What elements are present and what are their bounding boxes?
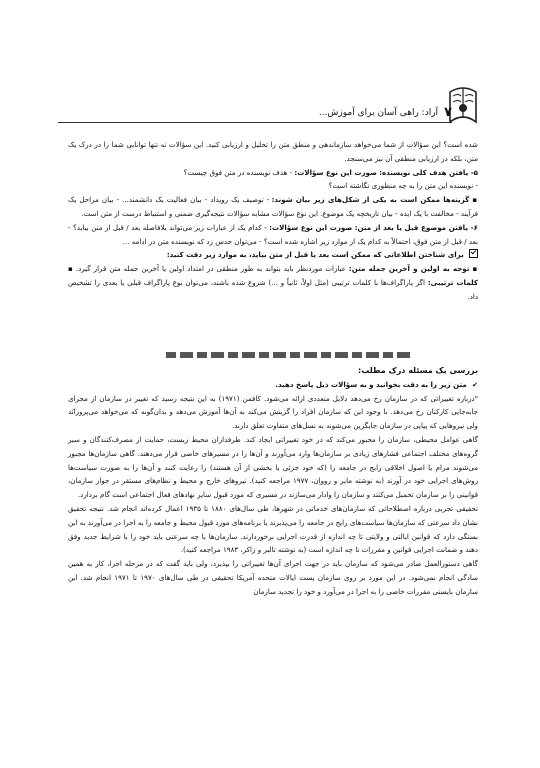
square-bullet-icon: ▪ bbox=[472, 195, 478, 205]
item-5-question: - هدف نویسنده در متن فوق چیست؟ bbox=[183, 167, 295, 177]
item-6-text: - کدام یک از عبارات زیر می‌تواند بلافاصله بعد / قبل از متن بیاید؟ - بعد / قبل از متن فوق، احتمالاً به کدام یک از موارد زیر اشاره شده است؟ - می‌توان حدس زد که نویسنده متن در ادامه ... bbox=[68, 222, 478, 246]
checkbox-icon bbox=[469, 249, 478, 258]
item-5-form: صورت این نوع سؤالات: bbox=[294, 167, 377, 177]
page-number: ۷ bbox=[444, 105, 452, 120]
check-line bbox=[68, 248, 478, 262]
item-6-heading: ۶- یافتن موضوع قبل یا بعد از متن: bbox=[354, 222, 478, 232]
passage-paragraph-4: گاهی دستورالعمل صادر می‌شود که سازمان باید در جهت اجرای آن‌ها تغییراتی را بپذیرد، ولی باید گفت که در مرحله اجرا، کار به همین سادگی انجام نمی‌شود. در این مورد بر روی سازمان پست ایالات متحده آمریکا تحقیقی در طی سال‌های ۱۹۷۰ تا ۱۹۷۱ انجام شد. این سازمان بایستی مقررات خاصی را به اجرا در می‌آورد و خود را تجدید سازمان bbox=[68, 559, 478, 596]
checkmark-icon: ✔ bbox=[472, 379, 478, 389]
instruction-text: متن زیر را به دقت بخوانید و به سؤالات ذیل پاسخ دهید. bbox=[275, 379, 467, 389]
note-1-text: عبارات موردنظر باید بتواند به طور منطقی در امتداد اولین یا آخرین جمله متن قرار گیرد. bbox=[75, 264, 349, 274]
note-2-text: اگر پاراگراف‌ها با کلمات ترتیبی (مثل اولاً، ثانیاً و ...) شروع شده باشند، می‌توان نوع پاراگراف قبلی یا بعدی را تشخیص داد. bbox=[68, 277, 478, 301]
item-6 bbox=[68, 221, 478, 249]
hint-bold: گزینه‌ها ممکن است به یکی از شکل‌های زیر بیان شوند: bbox=[271, 195, 470, 205]
passage-paragraph-1: "درباره تغییراتی که در سازمان رخ می‌دهد دلایل متعددی ارائه می‌شود. کافمن (۱۹۷۱) به این نتیجه رسید که تغییر در سازمان از مجرای جابه‌جایی کارکنان رخ می‌دهد. با وجود این که سازمان افراد را گزینش می‌کند به آن‌ها آموزش می‌دهد و بدان‌گونه که می‌خواهد می‌پرورانَد ولی نیروهایی که پیاپی در سازمان جایگزین می‌شوند به نسل‌های متفاوت تعلق دارند. bbox=[68, 393, 478, 431]
paragraph-intro: شده است؟ این سؤالات از شما می‌خواهد سازماندهی و منطق متن را تحلیل و ارزیابی کنید. این سؤالات نه تنها توانایی شما را در درک یک متن، بلکه در ارزیابی منطقی آن نیز می‌سنجد. bbox=[68, 140, 478, 163]
hint-text: - توصیف یک رویداد - بیان فعالیت یک دانشمند... - بیان مراحل یک فرآیند - مخالفت با یک ایده - بیان تاریخچه یک موضوع. این نوع سؤالات مشابه سؤالات نتیجه‌گیری ضمنی و استنباط درست از متن است. bbox=[68, 195, 478, 218]
square-bullet-icon: ▪ bbox=[472, 264, 478, 274]
note-2-bold: کلمات ترتیبی: bbox=[427, 277, 478, 287]
note-1-bold: توجه به اولین و آخرین جمله متن: bbox=[348, 264, 470, 274]
square-bullet-icon: ▪ bbox=[68, 264, 73, 274]
passage-paragraph-3: تحقیقی تجربی درباره اصطلاحاتی که سازمان‌های خدماتی در شهرها، طی سال‌های ۱۸۸۰ تا ۱۹۳۵ اعمال کرده‌اند انجام شد. نتیجه تحقیق نشان داد سرعتی که سازمان‌ها سیاست‌های رایج در جامعه را می‌پذیرند یا برنامه‌های مورد قبول محیط و جامعه را به اجرا در می‌آورند به این بستگی دارد که قوانین ایالتی و ولایتی تا چه اندازه از قدرت اجرایی برخوردارند. سازمان‌ها با چه سرعتی باید خود را با شرایط جدید وفق دهند و ضمانت اجرایی قوانین و مقررات تا چه اندازه است (به نوشته تالبر و زاکر، ۱۹۸۳ مراجعه کنید). bbox=[68, 503, 478, 555]
running-header bbox=[58, 100, 452, 123]
hint-line bbox=[68, 193, 478, 221]
item-6-form: صورت این نوع سؤالات: bbox=[269, 222, 353, 232]
running-title: آراد: راهی آسان برای آموزش... bbox=[318, 108, 439, 118]
passage-paragraph-2: گاهی عوامل محیطی، سازمان را مجبور می‌کند که در خود تغییراتی ایجاد کند. طرفداران محیط زیست، حمایت از مصرف‌کنندگان و سیر گروه‌های مختلف اجتماعی فشارهای زیادی بر سازمان‌ها وارد می‌آورند و آن‌ها را در مسیرهای خاصی قرار می‌دهند. گاهی سازمان‌ها مجبور می‌شوند مرام یا اصول اخلاقی رایج در جامعه را (که خود جزئی یا بخشی از آن هستند) را رعایت کنند و آن‌ها را به صورت سیاست‌ها روش‌های اجرایی خود در آورند (به نوشته مایر و روواِن، ۱۹۷۷ مراجعه کنید). نیروهای خارج و محیط و نظام‌های مستقر در جوار سازمان، قوانینی را بر سازمان تحمیل می‌کنند و سازمان را وادار می‌سازند در مسیری که مورد قبول سایر نهادهای فعال اجتماعی است گام بردارد. bbox=[68, 434, 478, 500]
section-1 bbox=[68, 138, 478, 304]
section-divider bbox=[166, 352, 410, 358]
item-5-heading: ۵- یافتن هدف کلی نویسنده: bbox=[379, 167, 478, 177]
section-2-title: بررسی یک مسئله درک مطلب: bbox=[358, 366, 478, 375]
check-text: برای شناختن اطلاعاتی که ممکن است بعد یا قبل از متن بیاید، به موارد زیر دقت کنید: bbox=[166, 250, 464, 260]
section-2 bbox=[68, 364, 478, 599]
note-1 bbox=[68, 262, 478, 303]
item-5-question-2: - نویسنده این متن را به چه منظوری نگاشته است؟ bbox=[328, 181, 478, 191]
instruction-line bbox=[68, 378, 478, 392]
item-5 bbox=[68, 166, 478, 180]
